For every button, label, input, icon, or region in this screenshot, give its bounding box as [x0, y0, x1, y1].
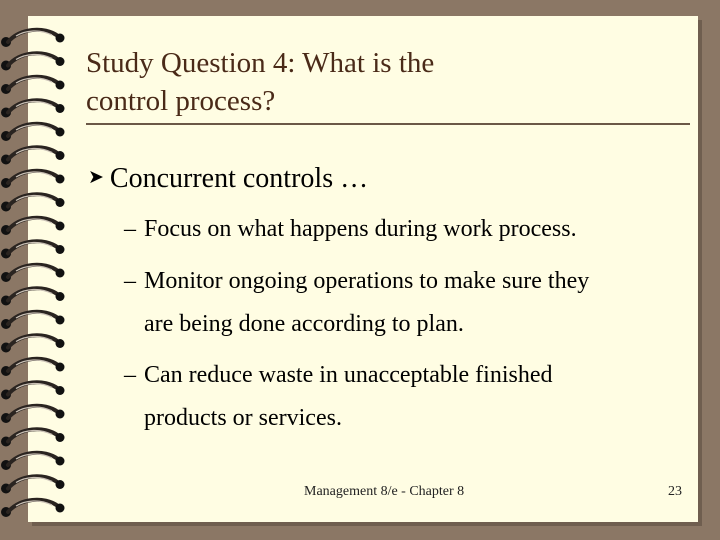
binding-ring-tip [56, 363, 65, 372]
main-bullet-text: Concurrent controls … [109, 163, 369, 194]
binding-ring-tip [56, 504, 65, 513]
binding-ring-tip [56, 128, 65, 137]
sub-bullet-2 [124, 260, 684, 346]
sub-bullet-text: Can reduce waste in unacceptable finished [144, 362, 553, 388]
binding-ring-tip [56, 292, 65, 301]
title-divider [86, 123, 690, 125]
slide-title [86, 44, 686, 120]
binding-ring-tip [56, 34, 65, 43]
binding-ring-tip [56, 480, 65, 489]
dash-marker: – [124, 362, 136, 388]
binding-ring-tip [56, 269, 65, 278]
binding-ring-tip [56, 410, 65, 419]
slide-footer: Management 8/e - Chapter 8 [304, 484, 465, 499]
binding-ring-tip [56, 316, 65, 325]
sub-bullet-1 [124, 208, 684, 251]
sub-bullet-text: Monitor ongoing operations to make sure they [144, 268, 590, 294]
slide-title-line1: Study Question 4: What is the [86, 47, 435, 79]
binding-ring-tip [56, 433, 65, 442]
binding-ring-tip [56, 198, 65, 207]
binding-ring-tip [56, 151, 65, 160]
arrow-bullet-icon: ➤ [88, 167, 104, 188]
binding-ring-tip [56, 339, 65, 348]
binding-ring-tip [56, 104, 65, 113]
sub-bullet-3 [124, 354, 684, 440]
slide-title-line2: control process? [86, 85, 276, 117]
sub-bullet-text-continued: products or services. [144, 405, 342, 431]
binding-ring-tip [56, 81, 65, 90]
binding-ring-tip [56, 245, 65, 254]
page-number: 23 [668, 484, 682, 499]
spiral-binding-icon [0, 0, 80, 540]
binding-ring-tip [56, 386, 65, 395]
binding-ring-tip [56, 222, 65, 231]
binding-ring-tip [56, 175, 65, 184]
sub-bullet-text-continued: are being done according to plan. [144, 311, 464, 337]
binding-ring-tip [56, 457, 65, 466]
main-bullet [88, 160, 368, 198]
dash-marker: – [124, 268, 136, 294]
sub-bullet-text: Focus on what happens during work process. [144, 216, 577, 242]
binding-ring-tip [56, 57, 65, 66]
dash-marker: – [124, 216, 136, 242]
